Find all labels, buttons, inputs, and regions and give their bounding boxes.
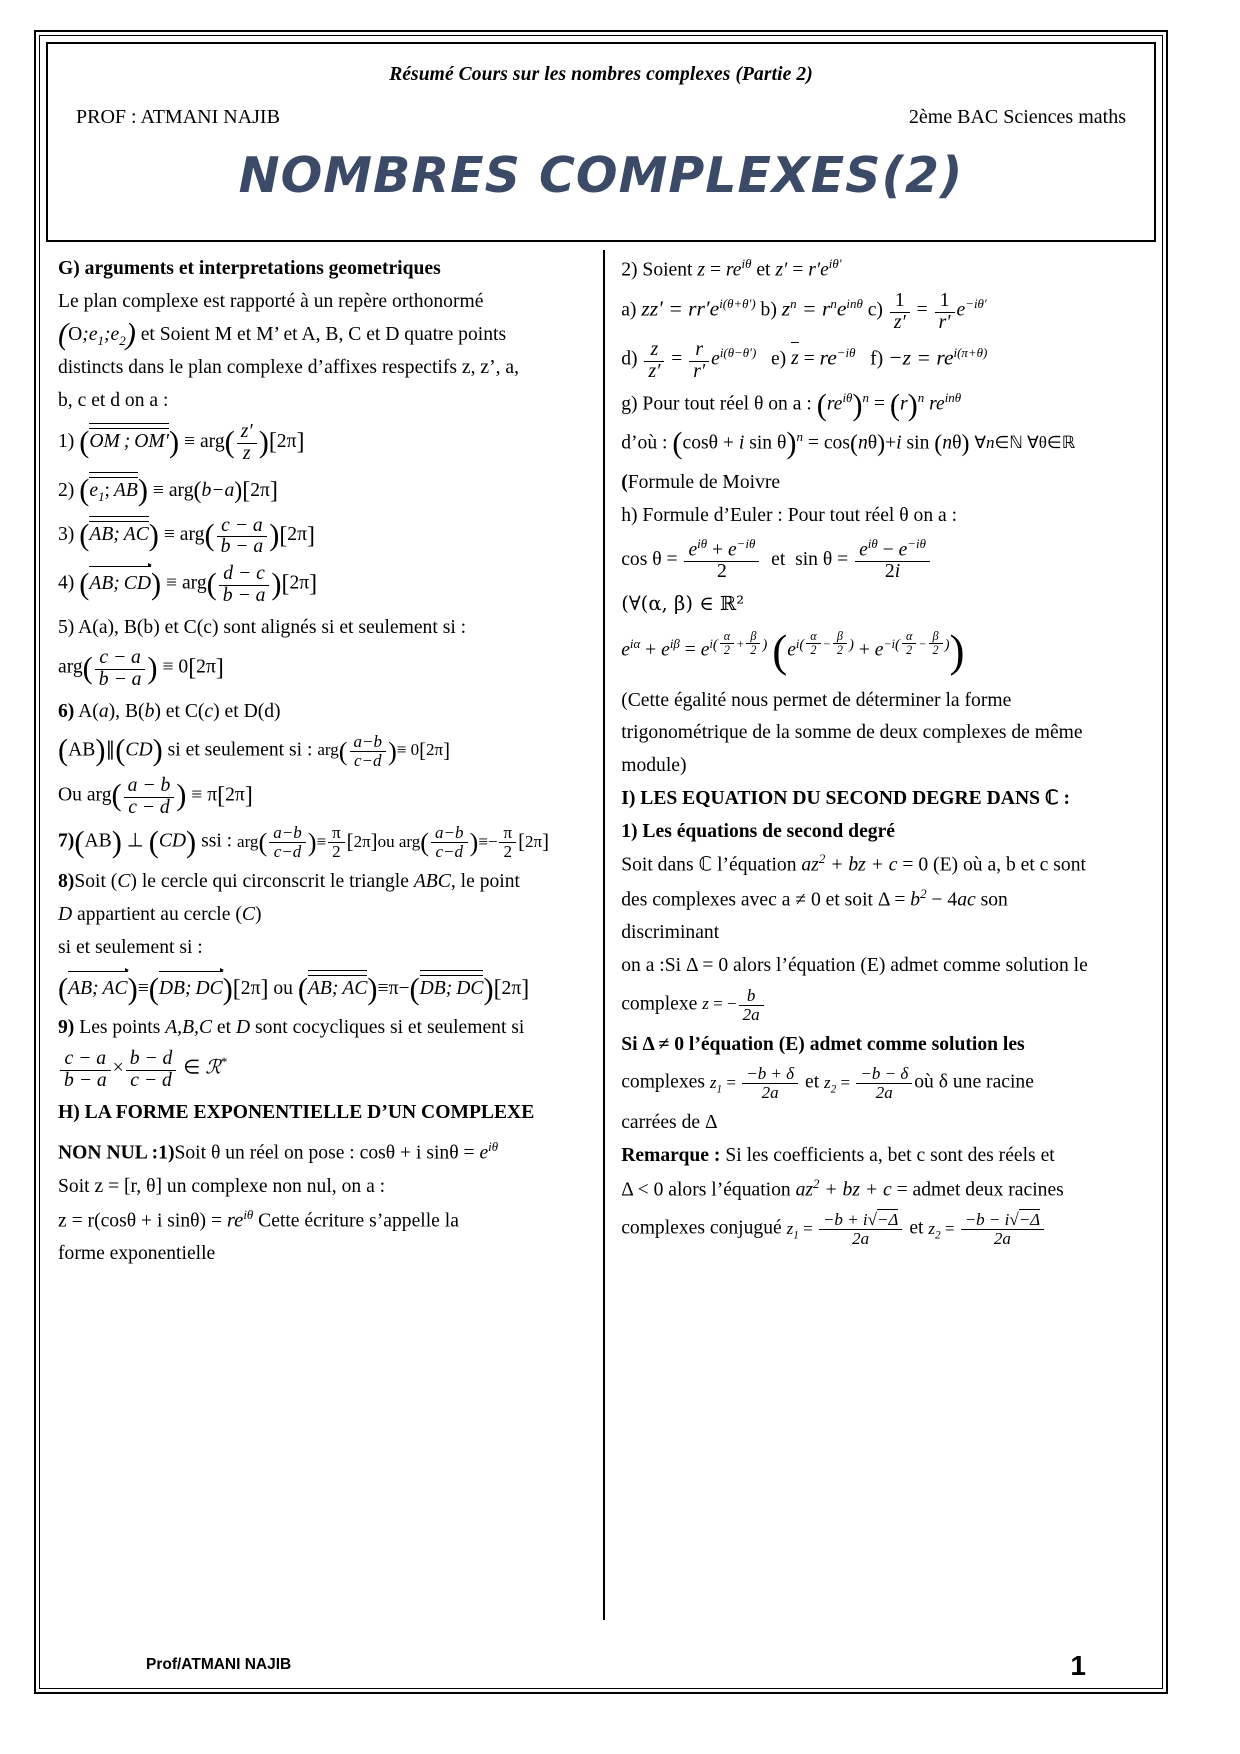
soit-line1-a: Soit dans ℂ l’équation xyxy=(621,854,797,876)
remarque-line-1 xyxy=(621,1141,1146,1171)
soit-line2-b: son xyxy=(980,889,1008,911)
label-d: d) xyxy=(621,348,638,370)
class-level: 2ème BAC Sciences maths xyxy=(908,106,1126,128)
dou-label: d’où : xyxy=(621,432,668,454)
left-column xyxy=(48,250,603,1620)
complexes-word: complexes xyxy=(621,1071,705,1093)
moivre-note: (Formule de Moivre xyxy=(621,472,781,494)
soit-line2-a: des complexes avec a ≠ 0 et soit xyxy=(621,889,873,911)
delta-nonzero-solutions: complexes $z_1$ = $\frac{-b + \delta}{2a}$ et $z_2$ = $\frac{-b - \delta}{2a}$ où δ une racine xyxy=(621,1064,1034,1103)
repere-notation: $(O;e_1;e_2)$ xyxy=(58,317,136,352)
formula-4-number: 4) xyxy=(58,572,75,594)
label-f: f) xyxy=(870,348,884,370)
formula-9-text: 9) Les points A,B,C et D sont cocycliques si et seulement si xyxy=(58,1017,525,1039)
complexes-tail: où δ une racine xyxy=(914,1071,1034,1093)
remarque-label: Remarque : xyxy=(621,1145,721,1167)
section-h-line3: z = r(cosθ + i $\sin\theta) = re^{i\theta}$ Cette écriture s’appelle la xyxy=(58,1206,459,1232)
remarque-line2-a: Δ < 0 alors l’équation xyxy=(621,1179,791,1201)
footer-page-number: 1 xyxy=(1070,1650,1086,1681)
section-h-heading: H) LA FORME EXPONENTIELLE D’UN COMPLEXE xyxy=(58,1101,535,1123)
formula-6-ssi: si et seulement si : xyxy=(167,739,313,761)
label-g-text: g) Pour tout réel θ on a : xyxy=(621,393,812,415)
professor-name: PROF : ATMANI NAJIB xyxy=(76,106,280,128)
formula-8-ou: ou xyxy=(273,977,293,999)
section-i-heading: I) LES EQUATION DU SECOND DEGRE DANS ℂ : xyxy=(621,787,1071,809)
label-e: e) xyxy=(770,348,787,370)
formula-5-text: 5) A(a), B(b) et C(c) sont alignés si et seulement si : xyxy=(58,616,467,638)
right-formula-abc: a) $zz' = rr'e^{i(\theta+\theta')}$ b) $z^n = r^ne^{in\theta}$ c) $\frac{1}{z'}$ = $\frac{1}{r'}$ $e^{-i\theta'}$ xyxy=(621,290,987,334)
footer-author: Prof/ATMANI NAJIB xyxy=(146,1656,292,1673)
delta-nonzero-line: Si Δ ≠ 0 l’équation (E) admet comme solution les xyxy=(621,1033,1025,1055)
formula-6-text: 6) A(a), B(b) et C(c) et D(d) xyxy=(58,701,281,722)
right-item-2-lead: 2) Soient xyxy=(621,259,693,281)
page-footer xyxy=(36,1638,1166,1681)
right-item-2: 2) Soient $z = re^{i\theta}$ et $z' = r'e^{i\theta'}$ xyxy=(621,256,842,281)
remarque-line2-b: = admet deux racines xyxy=(896,1179,1064,1201)
intro-line-1: Le plan complexe est rapporté à un repère orthonormé xyxy=(58,290,484,312)
right-formula-g: g) Pour tout réel θ on a : $(re^{i\theta})^n = (r)^n$ $re^{in\theta}$ xyxy=(621,387,962,422)
intro-line-3: distincts dans le plan complexe d’affixes respectifs z, z’, a, xyxy=(58,357,520,379)
right-item-2-mid: et xyxy=(756,259,771,281)
course-title: Résumé Cours sur les nombres complexes (Partie 2) xyxy=(389,64,813,85)
formula-3: 3) (AB; AC) ≡ arg( $\frac{c - a}{b - a}$ )[2π] xyxy=(58,514,315,558)
conj-word: complexes conjugué xyxy=(621,1217,782,1239)
formula-7: 7)(AB) ⊥ (CD) ssi : arg( $\frac{a-b}{c-d}$ )≡ $\frac{\pi}{2}$ [2π]ou arg( $\frac{a-b}{c-d}$ )≡− $\frac{\pi}{2}$ [2π] xyxy=(58,823,549,862)
note-line-2: trigonométrique de la somme de deux complexes de même xyxy=(621,722,1083,744)
intro-line-4: b, c et d on a : xyxy=(58,389,169,411)
formula-7-ou: ou xyxy=(377,831,395,851)
note-line-1: (Cette égalité nous permet de déterminer la forme xyxy=(621,689,1012,711)
intro-line-2 xyxy=(58,317,595,352)
header-box xyxy=(46,42,1156,242)
section-i-sub1: 1) Les équations de second degré xyxy=(621,820,895,842)
header-meta-row xyxy=(76,106,1126,129)
formula-6-ou: Ou arg( $\frac{a - b}{c - d}$ ) ≡ π[2π] xyxy=(58,774,253,818)
formula-6-ou-label: Ou xyxy=(58,784,82,806)
formula-7-ssi: ssi : xyxy=(201,830,233,852)
delta-zero-solution: complexe z = − $\frac{b}{2a}$ xyxy=(621,987,1146,1024)
section-g-heading: G) arguments et interpretations geometriques xyxy=(58,258,441,279)
formula-2-number: 2) xyxy=(58,479,75,501)
formula-8-equation: (AB; AC)≡(DB; DC)[2π] ou (AB; AC)≡π−(DB; DC)[2π] xyxy=(58,969,595,1008)
euler-formulas: cos θ = $\frac{e^{i\theta} + e^{-i\theta}}{2}$ et sin θ = $\frac{e^{i\theta} - e^{-i\theta}}{2i}$ xyxy=(621,537,1146,583)
formula-8-line3: si et seulement si : xyxy=(58,936,203,958)
remarque-line-2: Δ < 0 alors l’équation $az^2$ + bz + c = admet deux racines xyxy=(621,1176,1064,1201)
formula-4: 4) (AB; CD) ≡ arg( $\frac{d - c}{b - a}$ )[2π] xyxy=(58,563,318,606)
carrees-line: carrées de Δ xyxy=(621,1112,718,1134)
h1-label: 1) xyxy=(158,1143,175,1164)
equation-def-line3: discriminant xyxy=(621,922,720,944)
section-h-line4: forme exponentielle xyxy=(58,1243,216,1265)
complexe-word: complexe xyxy=(621,993,698,1015)
page-title: NOMBRES COMPLEXES(2) xyxy=(238,147,964,204)
sum-exponentials: $e^{i\alpha} + e^{i\beta} = e^{i( \frac{\alpha}{2} + \frac{\beta}{2} )}$ $(e^{i( \frac{\alpha}{2} - \frac{\beta}{2} )} + e^{-i( \frac{\alpha}{2} - \frac{\beta}{2} )})$ xyxy=(621,625,965,676)
label-a: a) xyxy=(621,299,637,321)
remarque-text: Si les coefficients a, bet c sont des réels et xyxy=(725,1145,1055,1167)
page-frame xyxy=(34,30,1168,1694)
soit-line1-b: (E) où a, b et c sont xyxy=(933,854,1086,876)
section-h-line2: Soit z = [r, θ] un complexe non nul, on a : xyxy=(58,1175,386,1197)
right-column xyxy=(603,250,1154,1620)
formula-9-equation: $\frac{c - a}{b - a}$ × $\frac{b - d}{c - d}$ ∈ ℛ* xyxy=(58,1049,595,1092)
moivre-text: Formule de Moivre xyxy=(627,472,781,494)
right-formula-dou: d’où : (cosθ + i sin θ)$^n$ = cos(nθ)+i sin (nθ) ∀n∈ℕ ∀θ∈ℝ xyxy=(621,426,1076,461)
intro-line-2-text: et Soient M et M’ et A, B, C et D quatre points xyxy=(140,323,507,345)
euler-et: et xyxy=(771,548,786,570)
formula-5: arg( $\frac{c - a}{b - a}$ ) ≡ 0[2π] xyxy=(58,647,224,691)
content-columns xyxy=(48,250,1154,1620)
forall-line: (∀(α, β) ∈ ℝ² xyxy=(621,591,745,615)
complexes-et: et xyxy=(805,1071,820,1093)
formula-7-number: 7) xyxy=(58,830,75,852)
h3-post: Cette écriture s’appelle la xyxy=(258,1210,459,1232)
formula-2: 2) ($e_1$; AB) ≡ arg(b−a)[2π] xyxy=(58,471,595,510)
conjugate-solutions: complexes conjugué $z_1$ = $\frac{-b + i√-\Delta}{2a}$ et $z_2$ = $\frac{-b - i√-\Delta}{2a}$ xyxy=(621,1211,1146,1248)
formula-6-parallel: (AB)∥(CD) si et seulement si : arg( $\frac{a-b}{c-d}$ )≡ 0[2π] xyxy=(58,731,451,770)
label-c: c) xyxy=(867,299,883,321)
section-h-line1: NON NUL :1)Soit θ un réel on pose : cosθ + i $\sin\theta = e^{i\theta}$ xyxy=(58,1139,499,1164)
h1-text: Soit θ un réel on pose : cosθ + i sinθ = xyxy=(174,1143,475,1164)
conj-et: et xyxy=(909,1217,924,1239)
formula-8-line2: D appartient au cercle (C) xyxy=(58,904,262,926)
section-h-heading-2: NON NUL : xyxy=(58,1143,159,1164)
formula-8-line1: 8)Soit (C) le cercle qui circonscrit le triangle ABC, le point xyxy=(58,871,520,893)
equation-def-line1: Soit dans ℂ l’équation $az^2$ + bz + c = 0 (E) où a, b et c sont xyxy=(621,851,1086,876)
note-line-3: module) xyxy=(621,755,687,777)
delta-zero-line: on a :Si Δ = 0 alors l’équation (E) admet comme solution le xyxy=(621,954,1088,976)
formula-1-number: 1) xyxy=(58,430,75,452)
label-b: b) xyxy=(760,299,777,321)
equation-def-line2: des complexes avec a ≠ 0 et soit $\Delta = b^2 - 4ac$ son xyxy=(621,885,1008,911)
euler-intro: h) Formule d’Euler : Pour tout réel θ on a : xyxy=(621,504,958,526)
right-formula-def: d) $\frac{z}{z'}$ = $\frac{r}{r'}$ $e^{i(\theta-\theta')}$ e) $z = re^{-i\theta}$ $f) -z = re^{i(\pi+\theta)}$ xyxy=(621,338,988,382)
h3-pre: z = r(cosθ + i sinθ) = xyxy=(58,1210,223,1232)
formula-1: 1) (OM ; OM′) ≡ arg( $\frac{z'}{z}$ )[2π] xyxy=(58,421,305,464)
formula-3-number: 3) xyxy=(58,524,75,546)
